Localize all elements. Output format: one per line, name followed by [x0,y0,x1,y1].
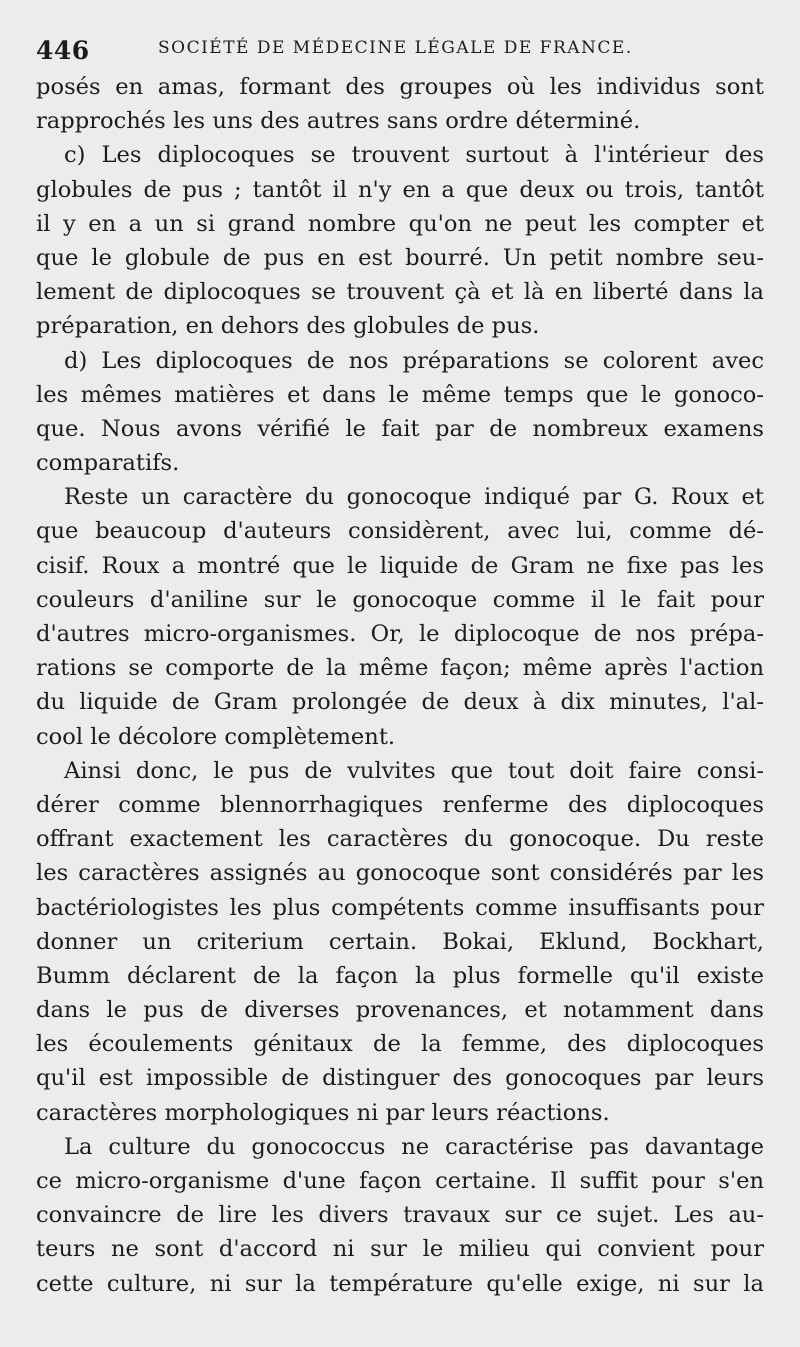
text-line: posés en amas, formant des groupes où les individus sont [36,74,764,100]
text-line: rations se comporte de la même façon; même après l'action [36,655,764,682]
text-line: dans le pus de diverses provenances, et notamment dans [36,997,764,1024]
text-line: il y en a un si grand nombre qu'on ne peut les compter et [36,210,764,237]
text-line: d) Les diplocoques de nos préparations se colorent avec [64,347,764,374]
text-line: Bumm déclarent de la façon la plus formelle qu'il existe [36,962,764,989]
text-line: bactériologistes les plus compétents comme insuffisants pour [36,894,764,921]
text-line: Ainsi donc, le pus de vulvites que tout doit faire consi- [64,757,764,784]
running-head: SOCIÉTÉ DE MÉDECINE LÉGALE DE FRANCE. [158,38,633,58]
text-line: cool le décolore complètement. [36,723,396,750]
text-line: comparatifs. [36,450,180,477]
text-line: c) Les diplocoques se trouvent surtout à l'intérieur des [64,142,764,169]
text-line: les caractères assignés au gonocoque sont considérés par les [36,860,764,887]
text-line: les écoulements génitaux de la femme, des diplocoques [36,1031,764,1058]
text-line: Reste un caractère du gonocoque indiqué par G. Roux et [64,484,764,511]
text-line: que le globule de pus en est bourré. Un petit nombre seu- [36,244,764,271]
text-line: dérer comme blennorrhagiques renferme des diplocoques [36,791,764,818]
text-line: que. Nous avons vérifié le fait par de nombreux examens [36,415,764,442]
text-line: préparation, en dehors des globules de pus. [36,313,540,340]
text-line: teurs ne sont d'accord ni sur le milieu qui convient pour [36,1236,764,1263]
text-line: d'autres micro-organismes. Or, le diplocoque de nos prépa- [36,621,764,647]
text-line: les mêmes matières et dans le même temps que le gonoco- [36,381,764,408]
text-line: rapprochés les uns des autres sans ordre déterminé. [36,108,641,135]
text-line: du liquide de Gram prolongée de deux à dix minutes, l'al- [36,689,764,716]
text-line: convaincre de lire les divers travaux sur ce sujet. Les au- [36,1202,764,1229]
text-line: donner un criterium certain. Bokai, Eklund, Bockhart, [36,928,764,955]
text-line: que beaucoup d'auteurs considèrent, avec lui, comme dé- [36,518,764,545]
text-line: cisif. Roux a montré que le liquide de Gram ne fixe pas les [36,552,764,579]
page-number: 446 [36,36,90,65]
body-text [36,70,764,1301]
text-line: cette culture, ni sur la température qu'elle exige, ni sur la [36,1270,764,1297]
text-line: globules de pus ; tantôt il n'y en a que deux ou trois, tantôt [36,176,764,203]
text-line: offrant exactement les caractères du gonocoque. Du reste [36,826,764,853]
text-line: ce micro-organisme d'une façon certaine. Il suffit pour s'en [36,1168,764,1194]
text-line: qu'il est impossible de distinguer des gonocoques par leurs [36,1065,764,1092]
text-line: caractères morphologiques ni par leurs réactions. [36,1099,610,1126]
text-line: couleurs d'aniline sur le gonocoque comme il le fait pour [36,586,764,613]
text-line: lement de diplocoques se trouvent çà et là en liberté dans la [36,279,764,306]
text-line: La culture du gonococcus ne caractérise pas davantage [64,1133,764,1160]
